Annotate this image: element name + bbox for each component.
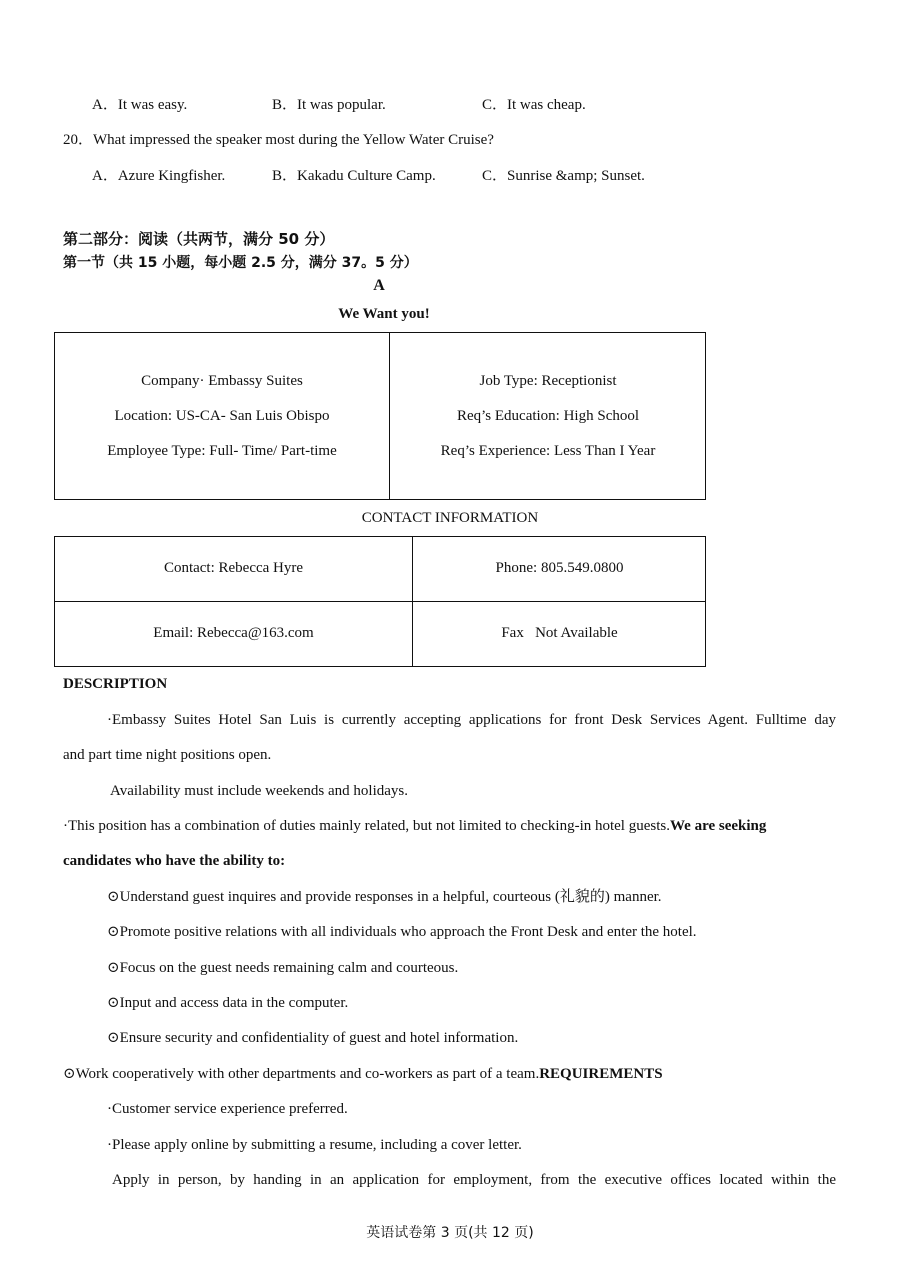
description-line-1: ·Embassy Suites Hotel San Luis is currently accepting applications for front Desk Services Agent. Fulltime day xyxy=(107,712,836,728)
bullet-item: ⊙Ensure security and confidentiality of guest and hotel information. xyxy=(107,1030,519,1046)
education-cell: Req’s Education: High School xyxy=(456,408,640,424)
job-table-right-column xyxy=(390,364,706,469)
bullet-item: ⊙Focus on the guest needs remaining calm and courteous. xyxy=(107,960,459,976)
bullet-item: ⊙Understand guest inquires and provide responses in a helpful, courteous (礼貌的) manner. xyxy=(107,889,662,905)
company-cell: Company· Embassy Suites xyxy=(141,373,303,389)
description-line-2: and part time night positions open. xyxy=(63,747,272,763)
availability-text: Availability must include weekends and holidays. xyxy=(110,783,408,799)
requirement-item: Apply in person, by handing in an application for employment, from the executive offices located within the xyxy=(112,1172,836,1188)
contact-heading: CONTACT INFORMATION xyxy=(361,510,539,526)
requirement-item: ·Customer service experience preferred. xyxy=(107,1101,348,1117)
employee-type-cell: Employee Type: Full- Time/ Part-time xyxy=(107,443,337,459)
section1-heading: 第一节（共 15 小题，每小题 2.5 分，满分 37。5 分） xyxy=(63,255,418,271)
passage-title: We Want you! xyxy=(338,306,430,322)
seeking-text: We are seeking xyxy=(669,818,767,834)
candidates-text: candidates who have the ability to: xyxy=(63,853,286,869)
q20-stem: 20．What impressed the speaker most during the Yellow Water Cruise? xyxy=(63,132,494,148)
bullet-item: ⊙Promote positive relations with all individuals who approach the Front Desk and enter the hotel. xyxy=(107,924,697,940)
requirement-item: ·Please apply online by submitting a resume, including a cover letter. xyxy=(107,1137,522,1153)
bullet-item: ⊙Work cooperatively with other departments and co-workers as part of a team. xyxy=(63,1066,540,1082)
passage-letter: A xyxy=(373,277,385,294)
requirements-heading: REQUIREMENTS xyxy=(539,1066,663,1082)
q19-option-b: B．It was popular. xyxy=(272,97,386,113)
q20-option-c: C．Sunrise &amp; Sunset. xyxy=(482,168,645,184)
contact-table-hdivider xyxy=(54,601,706,602)
q20-option-b: B．Kakadu Culture Camp. xyxy=(272,168,436,184)
experience-cell: Req’s Experience: Less Than I Year xyxy=(440,443,656,459)
phone-cell: Phone: 805.549.0800 xyxy=(495,560,624,576)
fax-cell: Fax Not Available xyxy=(501,625,618,641)
q19-option-a: A．It was easy. xyxy=(92,97,188,113)
last-bullet-line xyxy=(63,1057,663,1092)
description-heading: DESCRIPTION xyxy=(63,676,168,692)
job-type-cell: Job Type: Receptionist xyxy=(479,373,617,389)
page-footer: 英语试卷第 3 页(共 12 页) xyxy=(366,1225,534,1241)
contact-name-cell: Contact: Rebecca Hyre xyxy=(163,560,304,576)
location-cell: Location: US-CA- San Luis Obispo xyxy=(114,408,330,424)
email-cell: Email: Rebecca@163.com xyxy=(153,625,314,641)
duties-text: ·This position has a combination of duties mainly related, but not limited to checking-in hotel guests. xyxy=(63,818,670,834)
q19-option-c: C．It was cheap. xyxy=(482,97,586,113)
bullet-item: ⊙Input and access data in the computer. xyxy=(107,995,349,1011)
job-table-left-column xyxy=(54,364,390,469)
q20-option-a: A．Azure Kingfisher. xyxy=(92,168,226,184)
part2-heading: 第二部分：阅读（共两节，满分 50 分） xyxy=(63,230,335,248)
duties-line xyxy=(63,809,766,844)
